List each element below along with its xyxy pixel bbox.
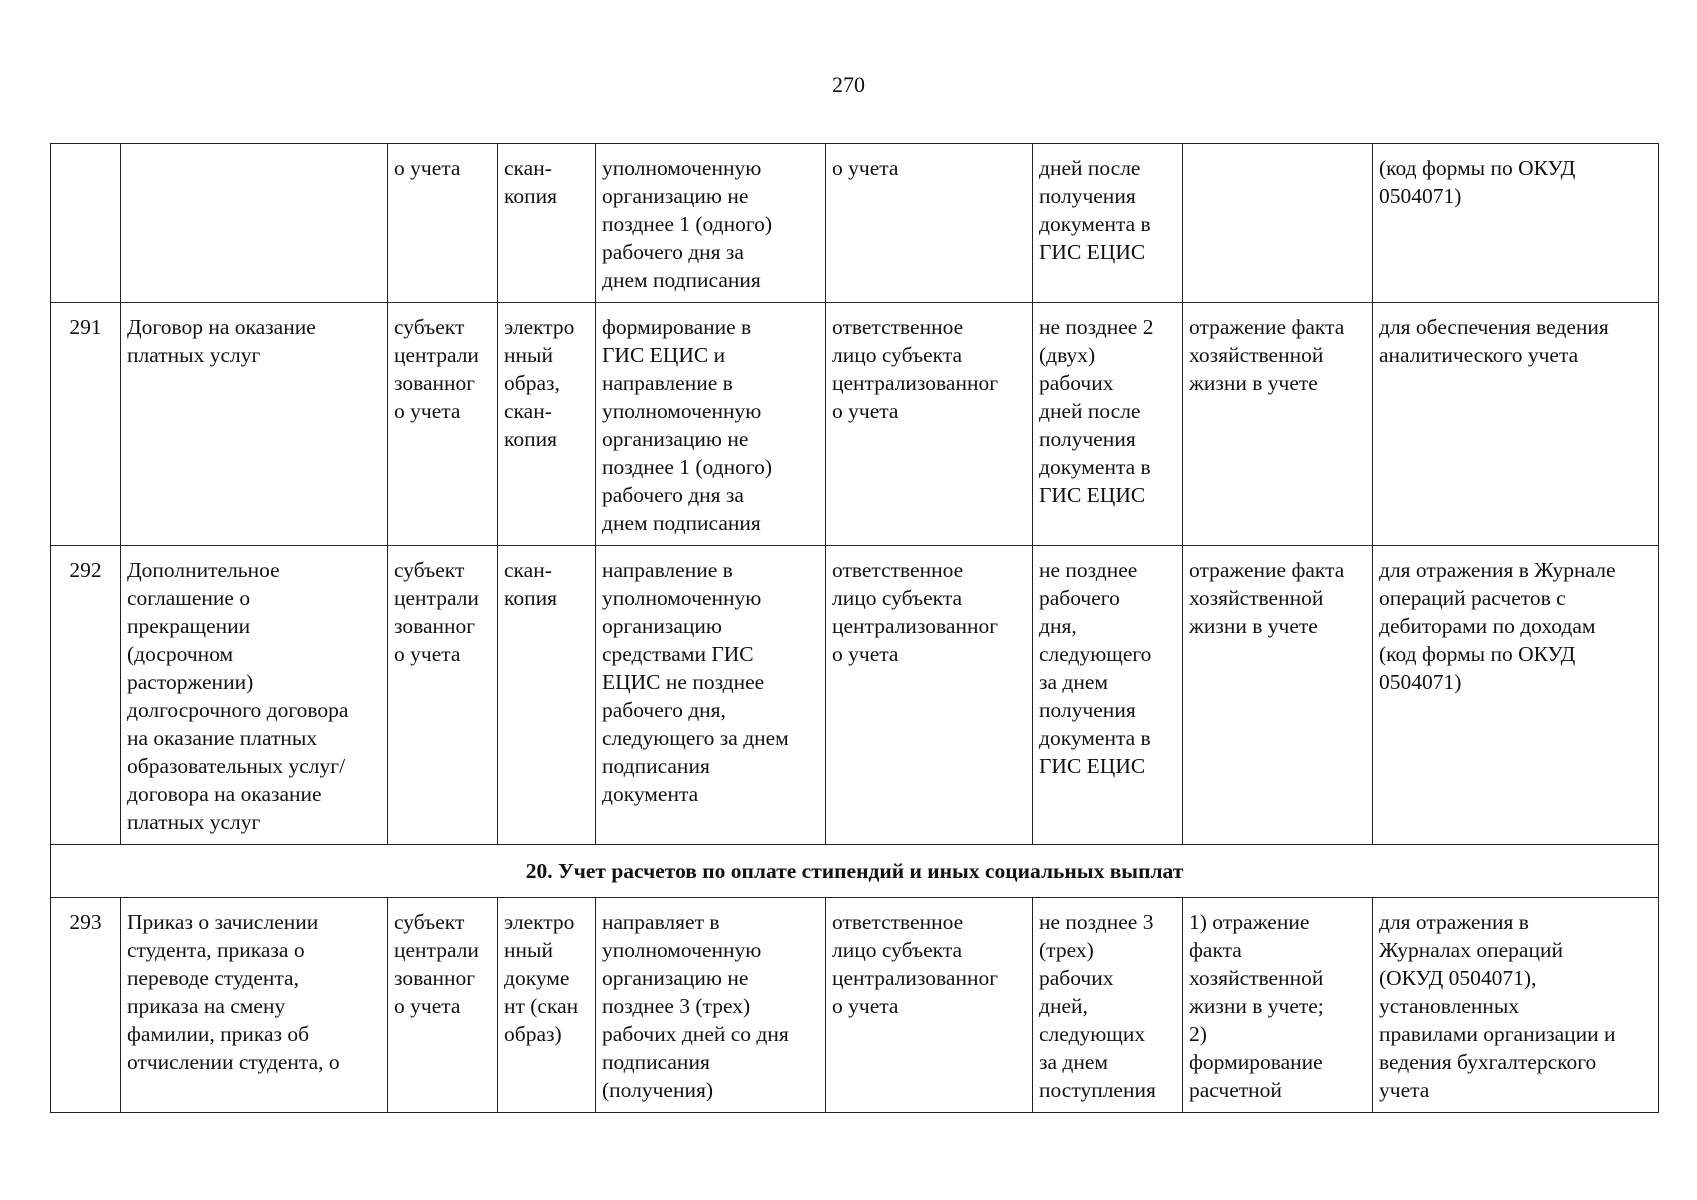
document-name-cell: Приказ о зачислении студента, приказа о переводе студента, приказа на смену фамилии, приказ об отчислении студента, о — [121, 898, 388, 1113]
page-number: 270 — [832, 72, 865, 97]
document-name-cell: Дополнительное соглашение о прекращении (досрочном расторжении) долгосрочного договора на оказание платных образовательных услуг/ договора на оказание платных услуг — [121, 546, 388, 845]
document-name-cell: Договор на оказание платных услуг — [121, 303, 388, 546]
procedure-cell: уполномоченную организацию не позднее 1 (одного) рабочего дня за днем подписания — [596, 144, 826, 303]
section-header-row — [51, 845, 1659, 898]
purpose-cell: 1) отражение факта хозяйственной жизни в учете; 2) формирование расчетной — [1183, 898, 1373, 1113]
table-row — [51, 303, 1659, 546]
row-number-cell — [51, 144, 121, 303]
table-row — [51, 546, 1659, 845]
document-name-cell — [121, 144, 388, 303]
note-cell: для отражения в Журнале операций расчетов с дебиторами по доходам (код формы по ОКУД 0504071) — [1373, 546, 1659, 845]
row-number-cell: 292 — [51, 546, 121, 845]
procedure-cell: формирование в ГИС ЕЦИС и направление в уполномоченную организацию не позднее 1 (одного) рабочего дня за днем подписания — [596, 303, 826, 546]
source-cell: о учета — [388, 144, 498, 303]
table-row — [51, 898, 1659, 1113]
deadline-cell: не позднее 2 (двух) рабочих дней после получения документа в ГИС ЕЦИС — [1033, 303, 1183, 546]
deadline-cell: дней после получения документа в ГИС ЕЦИС — [1033, 144, 1183, 303]
row-number-cell: 291 — [51, 303, 121, 546]
row-number-cell: 293 — [51, 898, 121, 1113]
responsible-person-cell: ответственное лицо субъекта централизованног о учета — [826, 546, 1033, 845]
table-body — [51, 144, 1659, 1113]
note-cell: для обеспечения ведения аналитического учета — [1373, 303, 1659, 546]
note-cell: (код формы по ОКУД 0504071) — [1373, 144, 1659, 303]
procedure-cell: направление в уполномоченную организацию средствами ГИС ЕЦИС не позднее рабочего дня, следующего за днем подписания документа — [596, 546, 826, 845]
table-row — [51, 144, 1659, 303]
format-cell: скан- копия — [498, 546, 596, 845]
purpose-cell: отражение факта хозяйственной жизни в учете — [1183, 546, 1373, 845]
purpose-cell — [1183, 144, 1373, 303]
deadline-cell: не позднее рабочего дня, следующего за днем получения документа в ГИС ЕЦИС — [1033, 546, 1183, 845]
format-cell: скан- копия — [498, 144, 596, 303]
source-cell: субъект централи зованног о учета — [388, 546, 498, 845]
format-cell: электро нный образ, скан- копия — [498, 303, 596, 546]
responsible-person-cell: о учета — [826, 144, 1033, 303]
source-cell: субъект централи зованног о учета — [388, 898, 498, 1113]
procedure-cell: направляет в уполномоченную организацию не позднее 3 (трех) рабочих дней со дня подписания (получения) — [596, 898, 826, 1113]
deadline-cell: не позднее 3 (трех) рабочих дней, следующих за днем поступления — [1033, 898, 1183, 1113]
accounting-documents-table — [50, 143, 1659, 1113]
section-title: 20. Учет расчетов по оплате стипендий и иных социальных выплат — [51, 845, 1659, 898]
purpose-cell: отражение факта хозяйственной жизни в учете — [1183, 303, 1373, 546]
format-cell: электро нный докуме нт (скан образ) — [498, 898, 596, 1113]
responsible-person-cell: ответственное лицо субъекта централизованног о учета — [826, 303, 1033, 546]
source-cell: субъект централи зованног о учета — [388, 303, 498, 546]
responsible-person-cell: ответственное лицо субъекта централизованног о учета — [826, 898, 1033, 1113]
note-cell: для отражения в Журналах операций (ОКУД 0504071), установленных правилами организации и ведения бухгалтерского учета — [1373, 898, 1659, 1113]
